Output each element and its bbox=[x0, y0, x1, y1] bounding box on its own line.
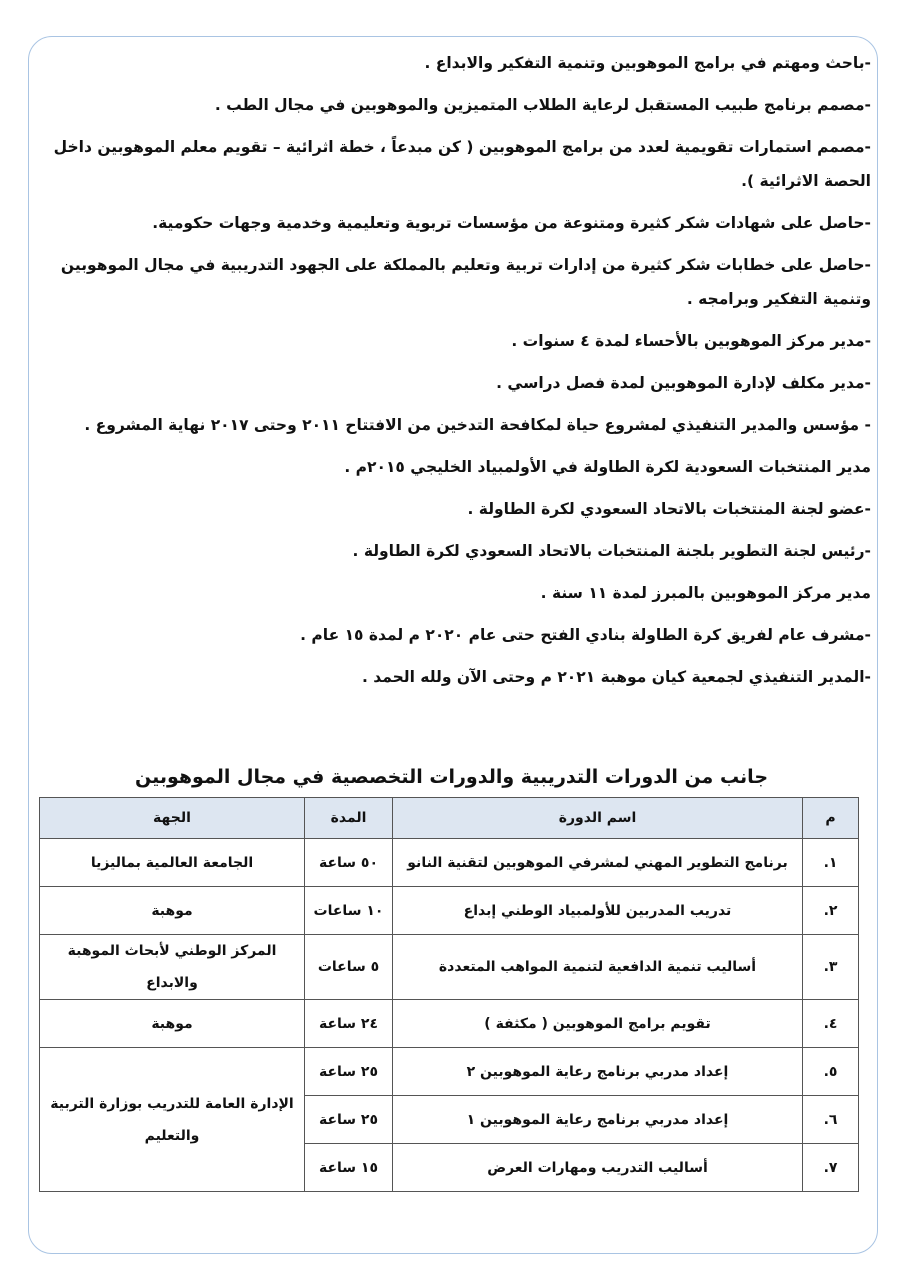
list-item: -حاصل على خطابات شكر كثيرة من إدارات تربية وتعليم بالمملكة على الجهود التدريبية في مجال الموهوبين وتنمية التفكير وبرامجه . bbox=[60, 256, 871, 308]
list-item: -مشرف عام لفريق كرة الطاولة بنادي الفتح حتى عام ٢٠٢٠ م لمدة ١٥ عام . bbox=[300, 626, 871, 644]
course-name: إعداد مدربي برنامج رعاية الموهوبين ٢ bbox=[393, 1048, 803, 1096]
course-duration: ١٥ ساعة bbox=[305, 1144, 393, 1192]
table-row bbox=[40, 839, 859, 887]
list-item: -باحث ومهتم في برامج الموهوبين وتنمية التفكير والابداع . bbox=[424, 54, 871, 72]
row-number: ٣. bbox=[803, 935, 859, 1000]
course-duration: ٥٠ ساعة bbox=[305, 839, 393, 887]
list-item: - مؤسس والمدير التنفيذي لمشروع حياة لمكافحة التدخين من الافتتاح ٢٠١١ وحتى ٢٠١٧ نهاية المشروع . bbox=[84, 416, 871, 434]
header-duration: المدة bbox=[305, 798, 393, 839]
list-item: -عضو لجنة المنتخبات بالاتحاد السعودي لكرة الطاولة . bbox=[467, 500, 871, 518]
header-course-name: اسم الدورة bbox=[393, 798, 803, 839]
header-no: م bbox=[803, 798, 859, 839]
header-agency: الجهة bbox=[40, 798, 305, 839]
course-agency: الجامعة العالمية بماليزيا bbox=[40, 839, 305, 887]
list-item: -مدير مكلف لإدارة الموهوبين لمدة فصل دراسي . bbox=[496, 374, 871, 392]
row-number: ٢. bbox=[803, 887, 859, 935]
table-row bbox=[40, 1048, 859, 1096]
course-agency: الإدارة العامة للتدريب بوزارة التربية والتعليم bbox=[40, 1048, 305, 1192]
course-duration: ٥ ساعات bbox=[305, 935, 393, 1000]
table-row bbox=[40, 935, 859, 1000]
section-title: جانب من الدورات التدريبية والدورات التخصصية في مجال الموهوبين bbox=[134, 766, 769, 788]
course-agency: المركز الوطني لأبحاث الموهبة والابداع bbox=[40, 935, 305, 1000]
list-item: -مدير مركز الموهوبين بالأحساء لمدة ٤ سنوات . bbox=[511, 332, 871, 350]
course-duration: ٢٥ ساعة bbox=[305, 1096, 393, 1144]
list-item: -حاصل على شهادات شكر كثيرة ومتنوعة من مؤسسات تربوية وتعليمية وخدمية وجهات حكومية. bbox=[152, 214, 871, 232]
course-name: إعداد مدربي برنامج رعاية الموهوبين ١ bbox=[393, 1096, 803, 1144]
course-agency: موهبة bbox=[40, 1000, 305, 1048]
course-duration: ٢٥ ساعة bbox=[305, 1048, 393, 1096]
course-name: برنامج التطوير المهني لمشرفي الموهوبين لتقنية النانو bbox=[393, 839, 803, 887]
course-name: أساليب تنمية الدافعية لتنمية المواهب المتعددة bbox=[393, 935, 803, 1000]
list-item: -مصمم برنامج طبيب المستقبل لرعاية الطلاب المتميزين والموهوبين في مجال الطب . bbox=[214, 96, 871, 114]
table-row bbox=[40, 887, 859, 935]
list-item: مدير المنتخبات السعودية لكرة الطاولة في الأولمبياد الخليجي ٢٠١٥م . bbox=[344, 458, 871, 476]
course-agency: موهبة bbox=[40, 887, 305, 935]
course-name: تقويم برامج الموهوبين ( مكثفة ) bbox=[393, 1000, 803, 1048]
course-name: أساليب التدريب ومهارات العرض bbox=[393, 1144, 803, 1192]
course-duration: ٢٤ ساعة bbox=[305, 1000, 393, 1048]
achievements-list bbox=[21, 46, 871, 694]
table-row bbox=[40, 1000, 859, 1048]
courses-table bbox=[39, 797, 859, 1192]
list-item: -مصمم استمارات تقويمية لعدد من برامج الموهوبين ( كن مبدعاً ، خطة اثرائية – تقويم معلم الموهوبين داخل الحصة الاثرائية ). bbox=[53, 138, 871, 190]
row-number: ٤. bbox=[803, 1000, 859, 1048]
list-item: -رئيس لجنة التطوير بلجنة المنتخبات بالاتحاد السعودي لكرة الطاولة . bbox=[352, 542, 871, 560]
course-duration: ١٠ ساعات bbox=[305, 887, 393, 935]
row-number: ٦. bbox=[803, 1096, 859, 1144]
list-item: -المدير التنفيذي لجمعية كيان موهبة ٢٠٢١ م وحتى الآن ولله الحمد . bbox=[361, 668, 871, 686]
row-number: ١. bbox=[803, 839, 859, 887]
course-name: تدريب المدربين للأولمبياد الوطني إبداع bbox=[393, 887, 803, 935]
row-number: ٥. bbox=[803, 1048, 859, 1096]
table-header-row bbox=[40, 798, 859, 839]
list-item: مدير مركز الموهوبين بالمبرز لمدة ١١ سنة . bbox=[540, 584, 871, 602]
row-number: ٧. bbox=[803, 1144, 859, 1192]
